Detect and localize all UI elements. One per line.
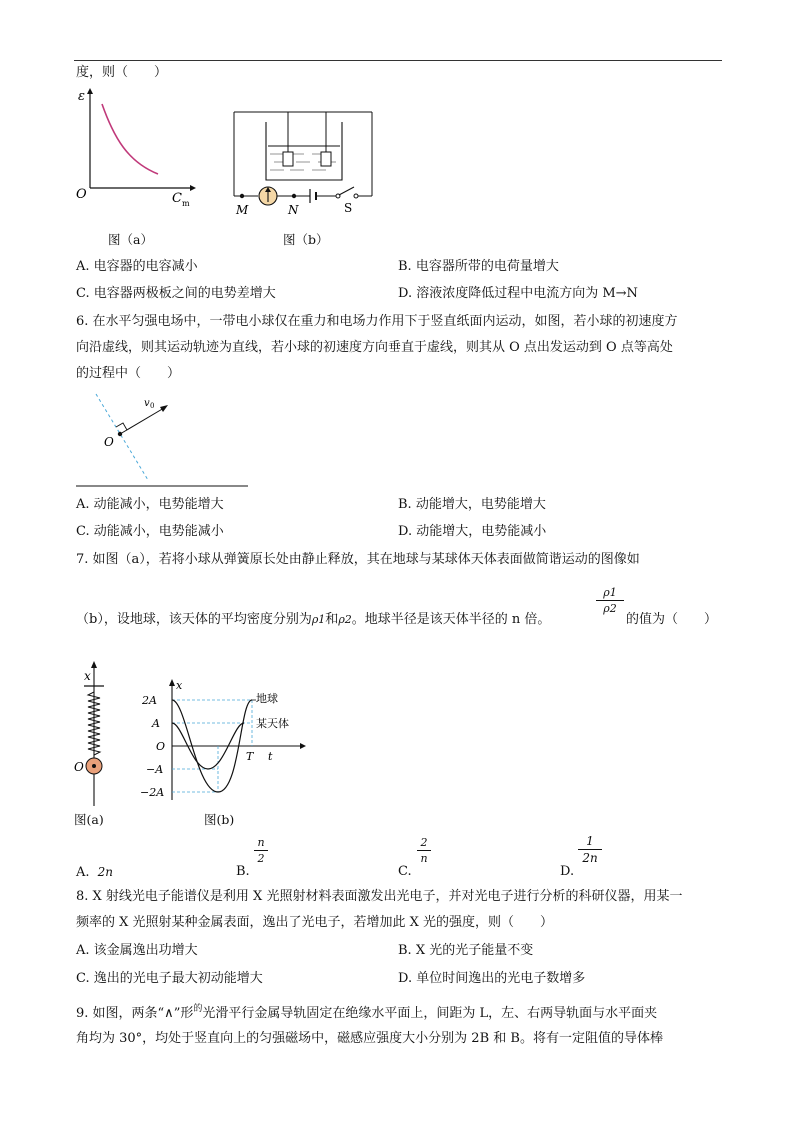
q7-option-c-fraction [417, 836, 431, 865]
q7a-axis-arrow [91, 661, 97, 668]
q5a-y-label: ε [78, 89, 85, 104]
q9-line-1b: 光滑平行金属导轨固定在绝缘水平面上，间距为 L，左、右两导轨面与水平面夹 [202, 1006, 658, 1021]
q9-line-1a: 9. 如图，两条“∧”形 [76, 1006, 194, 1021]
q5-option-b: B. 电容器所带的电荷量增大 [398, 259, 559, 274]
q7-option-d-num: 1 [586, 834, 594, 848]
q7b-tick-A: A [152, 717, 160, 730]
q5-stem-end: 度，则（ ） [76, 65, 168, 80]
q8-option-d: D. 单位时间逸出的光电子数增多 [398, 971, 586, 986]
q6-velocity-arrow [160, 405, 168, 412]
q5a-x-sub: m [182, 199, 190, 208]
q7-option-d-den: 2n [582, 851, 598, 865]
q6-figure [76, 388, 256, 490]
q9-line-2: 角均为 30°，均处于竖直向上的匀强磁场中，磁感应强度大小分别为 2B 和 B。将有一定阻值的导体棒 [76, 1031, 663, 1046]
q7-rho2: ρ2 [338, 613, 352, 626]
q5a-origin: O [76, 187, 87, 202]
q6-option-a: A. 动能减小，电势能增大 [76, 497, 224, 512]
q5b-switch-contact [354, 194, 358, 198]
q5a-curve [102, 104, 158, 174]
q7a-origin: O [74, 760, 84, 774]
q8-option-a: A. 该金属逸出功增大 [76, 943, 198, 958]
q7b-T-label: T [246, 750, 254, 763]
q8-option-b: B. X 光的光子能量不变 [398, 943, 534, 958]
q7-line-2c: 的值为（ ） [626, 612, 718, 627]
q7b-earth-label: 地球 [256, 692, 278, 705]
q5b-beaker [266, 122, 342, 180]
q5b-label-N: N [288, 203, 299, 217]
q6-label-v-sub: 0 [150, 402, 155, 410]
q7a-ball-center [92, 764, 96, 768]
q7-ratio-num: ρ1 [603, 586, 617, 599]
q7-option-b-num: n [257, 836, 265, 849]
q7-and: 和 [325, 612, 339, 627]
q7b-body-label: 某天体 [256, 717, 289, 730]
q5-fig-b-caption: 图（b） [283, 232, 329, 247]
q9-line-1-small: 的 [193, 1004, 203, 1014]
q6-right-angle-mark [116, 423, 127, 430]
q5b-node-N [292, 194, 296, 198]
q5a-x-arrow [190, 185, 196, 191]
q7-option-a-label: A. [76, 865, 90, 880]
q5b-right-plate [321, 152, 331, 166]
q7-line-2 [76, 611, 550, 629]
q7-option-d-label: D. [560, 864, 575, 879]
q8-line-2: 频率的 X 光照射某种金属表面，逸出了光电子，若增加此 X 光的强度，则（ ） [76, 915, 554, 930]
q6-label-v: v [144, 398, 150, 409]
q9-line-1 [76, 1000, 657, 1023]
q5-option-c: C. 电容器两极板之间的电势差增大 [76, 286, 276, 301]
q6-line-2: 向沿虚线，则其运动轨迹为直线，若小球的初速度方向垂直于虚线，则其从 O 点出发运动到 O 点等高处 [76, 340, 673, 355]
q5-figure-a [72, 88, 202, 213]
q6-label-O: O [104, 435, 114, 449]
q5b-node-M [240, 194, 244, 198]
q7-line-1: 7. 如图（a），若将小球从弹簧原长处由静止释放，其在地球与某球体天体表面做简谐运动的图像如 [76, 552, 640, 567]
q7b-x-label: x [176, 679, 183, 692]
q6-line-1: 6. 在水平匀强电场中，一带电小球仅在重力和电场力作用下于竖直纸面内运动，如图，若小球的初速度方 [76, 314, 678, 329]
q7-line-2a: （b），设地球，该天体的平均密度分别为 [76, 612, 312, 627]
q8-line-1: 8. X 射线光电子能谱仪是利用 X 光照射材料表面激发出光电子，并对光电子进行分析的科研仪器，用某一 [76, 889, 683, 904]
q5b-label-M: M [236, 203, 249, 217]
q5a-y-arrow [87, 88, 93, 94]
q7b-tick-O: O [156, 740, 166, 753]
header-rule [74, 60, 722, 61]
q8-option-c: C. 逸出的光电子最大初动能增大 [76, 971, 263, 986]
q5-fig-a-caption: 图（a） [108, 232, 153, 247]
q6-option-c: C. 动能减小，电势能减小 [76, 524, 224, 539]
q5-option-a: A. 电容器的电容减小 [76, 259, 198, 274]
q6-option-b: B. 动能增大，电势能增大 [398, 497, 546, 512]
q6-line-3: 的过程中（ ） [76, 366, 181, 381]
q7-option-b-fraction [254, 836, 268, 865]
q7-option-c-den: n [420, 852, 428, 865]
q7-figure-b [140, 676, 310, 806]
q7-option-d-fraction [578, 834, 602, 865]
q5b-switch-lever [339, 187, 354, 195]
q5-option-d: D. 溶液浓度降低过程中电流方向为 M→N [398, 286, 638, 301]
q7-fig-b-caption: 图(b) [204, 812, 235, 827]
q7-option-b-label: B. [236, 864, 250, 879]
q7b-tick-neg-2A: −2A [140, 786, 165, 799]
q7b-tick-2A: 2A [142, 694, 157, 707]
q7-option-a [76, 863, 113, 882]
q7-option-c-label: C. [398, 864, 412, 879]
q7-option-b-den: 2 [257, 852, 265, 865]
q7-line-2b: 。地球半径是该天体半径的 n 倍。 [351, 612, 551, 627]
q5-figure-b [228, 108, 378, 218]
q7-ratio-den: ρ2 [603, 602, 617, 615]
q7b-tick-neg-A: −A [146, 763, 164, 776]
q6-point-O [118, 432, 122, 436]
q5b-label-S: S [344, 201, 353, 215]
q7-figure-a [72, 660, 122, 810]
q5a-x-label: C [172, 191, 182, 206]
q7b-t-arrow [300, 743, 306, 749]
q7b-x-arrow [169, 679, 175, 686]
q7-fig-a-caption: 图(a) [74, 812, 104, 827]
q7-ratio-fraction [596, 586, 624, 615]
q6-option-d: D. 动能增大，电势能减小 [398, 524, 547, 539]
q7a-x-label: x [84, 669, 91, 683]
q7-option-a-value: 2n [97, 865, 114, 879]
q7b-t-label: t [268, 750, 273, 763]
q7-rho1: ρ1 [311, 613, 326, 626]
q5b-left-plate [283, 152, 293, 166]
q7-option-c-num: 2 [420, 836, 428, 849]
